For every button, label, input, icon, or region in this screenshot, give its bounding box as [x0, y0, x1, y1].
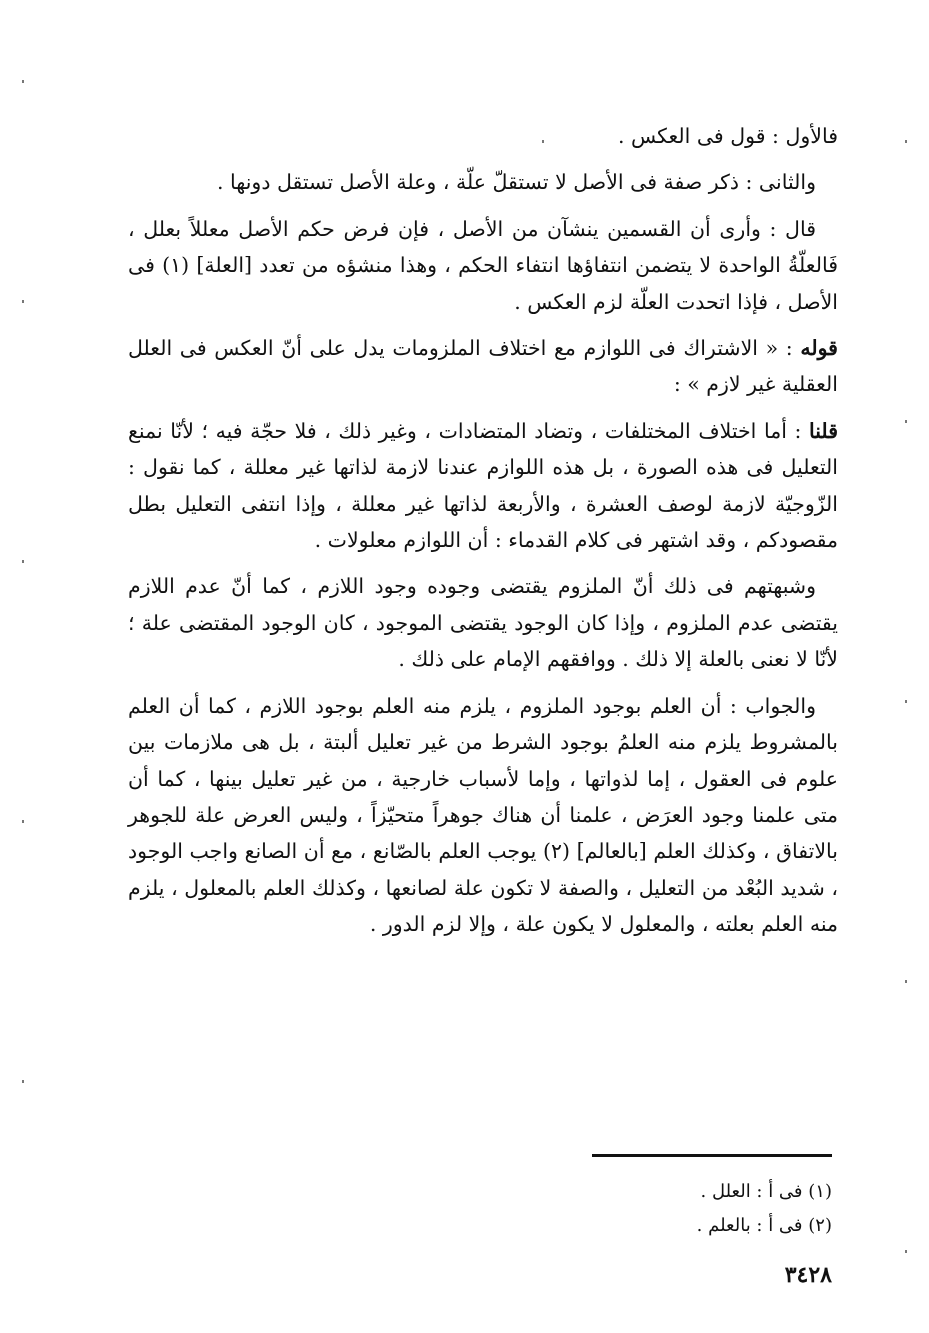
- paragraph-7: [128, 688, 838, 943]
- paragraph-text: والثانى : ذكر صفة فى الأصل لا تستقلّ علّة ، وعلة الأصل تستقل دونها .: [216, 170, 816, 195]
- scan-speck: [905, 140, 907, 143]
- paragraph-text: : أما اختلاف المختلفات ، وتضاد المتضادات ، وغير ذلك ، فلا حجّة فيه ؛ لأنّا نمنع التعليل فى هذه الصورة ، بل هذه اللوازم عندنا لازمة لذاتها غير معللة ، كما نقول : الزّوجيّة لازمة لوصف العشرة ، والأربعة لذاتها غير معللة ، وإذا انتفى التعليل بطل مقصودكم ، وقد اشتهر فى كلام القدماء : أن اللوازم معلولات .: [128, 418, 838, 553]
- paragraph-2: [128, 164, 838, 200]
- footnote-1: (١) فى أ : العلل .: [700, 1181, 832, 1202]
- paragraph-6: [128, 568, 838, 677]
- scan-speck: [22, 80, 24, 83]
- paragraph-5: [128, 413, 838, 559]
- scan-speck: [905, 700, 907, 703]
- scan-speck: [22, 1080, 24, 1083]
- footnote-2: (٢) فى أ : بالعلم .: [696, 1215, 832, 1236]
- footnote-separator: [592, 1154, 832, 1157]
- paragraph-text: والجواب : أن العلم بوجود الملزوم ، يلزم منه العلم بوجود اللازم ، كما أن العلم بالمشروط يلزم منه العلمُ بوجود الشرط من غير تعليل ألبتة ، بل هى ملازمات بين علوم فى العقول ، إما لذواتها ، وإما لأسباب خارجية ، من غير تعليل بينها ، كما أن متى علمنا وجود العرَض ، علمنا أن هناك جوهراً متحيّزاً ، وليس العرض علة للجوهر بالاتفاق ، وكذلك العلم [بالعالم] (٢) يوجب العلم بالصّانع ، مع أن الصانع واجب الوجود ، شديد البُعْد من التعليل ، والصفة لا تكون علة لصانعها ، وكذلك العلم بالمعلول ، يلزم منه العلم بعلته ، والمعلول لا يكون علة ، وإلا لزم الدور .: [128, 693, 838, 937]
- paragraph-lead: قوله: [800, 336, 838, 361]
- footnotes-block: [480, 1175, 832, 1243]
- page-number: ٣٤٢٨: [784, 1262, 832, 1288]
- main-text-block: [128, 118, 838, 953]
- scan-speck: [905, 980, 907, 983]
- paragraph-text: : « الاشتراك فى اللوازم مع اختلاف الملزومات يدل على أنّ العكس فى العلل العقلية غير لازم » :: [128, 336, 838, 397]
- scan-speck: [22, 820, 24, 823]
- paragraph-text: فالأول : قول فى العكس .: [618, 124, 838, 148]
- scan-speck: [905, 1250, 907, 1253]
- paragraph-lead: قلنا: [808, 418, 838, 443]
- scan-speck: [905, 420, 907, 423]
- paragraph-1: [128, 118, 838, 154]
- paragraph-text: قال : وأرى أن القسمين ينشآن من الأصل ، فإن فرض حكم الأصل معللاً بعلل ، فَالعلّةُ الواحدة لا يتضمن انتفاؤها انتفاء الحكم ، وهذا منشؤه من تعدد [العلة] (١) فى الأصل ، فإذا اتحدت العلّة لزم العكس .: [128, 216, 838, 314]
- scan-speck: [542, 140, 544, 143]
- paragraph-4: [128, 330, 838, 403]
- paragraph-text: وشبهتهم فى ذلك أنّ الملزوم يقتضى وجوده وجود اللازم ، كما أنّ عدم اللازم يقتضى عدم الملزوم ، وإذا كان الوجود يقتضى الموجود ، كان الوجود المقتضى علة ؛ لأنّا لا نعنى بالعلة إلا ذلك . ووافقهم الإمام على ذلك .: [128, 574, 838, 672]
- scan-speck: [22, 300, 24, 303]
- scan-speck: [22, 560, 24, 563]
- paragraph-3: [128, 211, 838, 320]
